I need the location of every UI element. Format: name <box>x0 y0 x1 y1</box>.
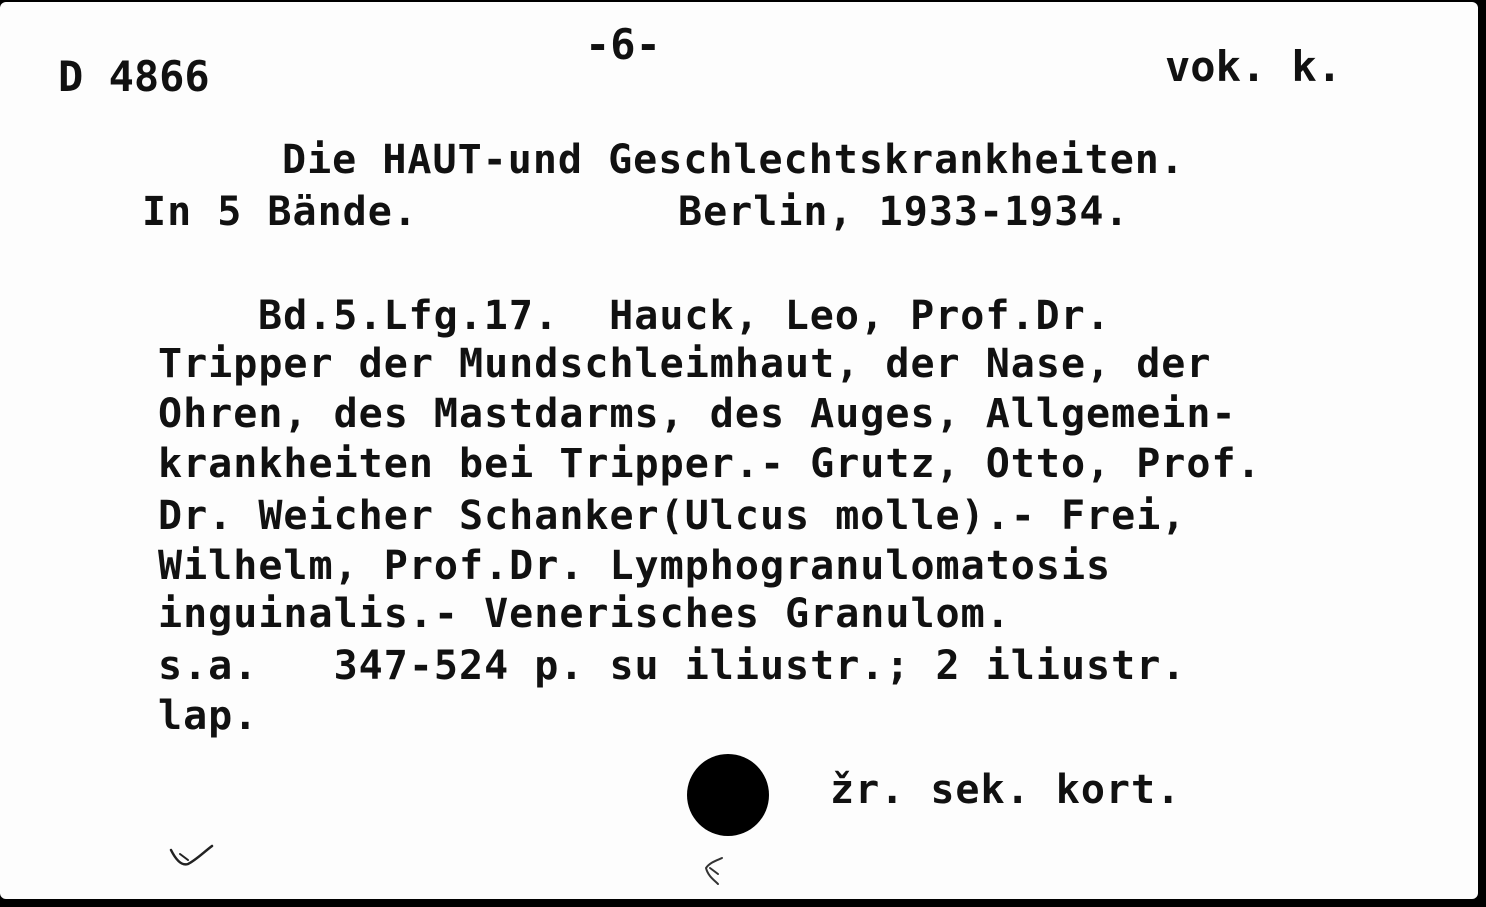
body-line: Wilhelm, Prof.Dr. Lymphogranulomatosis <box>158 543 1112 589</box>
collection-code: vok. k. <box>1165 42 1343 91</box>
body-line: s.a. 347-524 p. su iliustr.; 2 iliustr. <box>158 643 1187 689</box>
location-note: žr. sek. kort. <box>830 767 1182 813</box>
body-line: lap. <box>158 693 259 739</box>
body-line: Bd.5.Lfg.17. Hauck, Leo, Prof.Dr. <box>258 293 1111 339</box>
body-line: Tripper der Mundschleimhaut, der Nase, der <box>158 341 1212 387</box>
body-line: Dr. Weicher Schanker(Ulcus molle).- Frei, <box>158 493 1187 539</box>
check-mark-icon <box>700 854 730 888</box>
call-number: D 4866 <box>58 52 210 101</box>
body-line: Ohren, des Mastdarms, des Auges, Allgemein- <box>158 391 1237 437</box>
catalog-card <box>0 2 1478 899</box>
punch-hole <box>687 754 769 836</box>
page-number: -6- <box>585 20 661 69</box>
title-line-2-left: In 5 Bände. <box>142 189 418 235</box>
check-mark-icon <box>168 842 218 872</box>
title-line-1: Die HAUT-und Geschlechtskrankheiten. <box>282 137 1185 183</box>
title-line-2-right: Berlin, 1933-1934. <box>678 189 1130 235</box>
body-line: krankheiten bei Tripper.- Grutz, Otto, Prof. <box>158 441 1262 487</box>
body-line: inguinalis.- Venerisches Granulom. <box>158 591 1011 637</box>
